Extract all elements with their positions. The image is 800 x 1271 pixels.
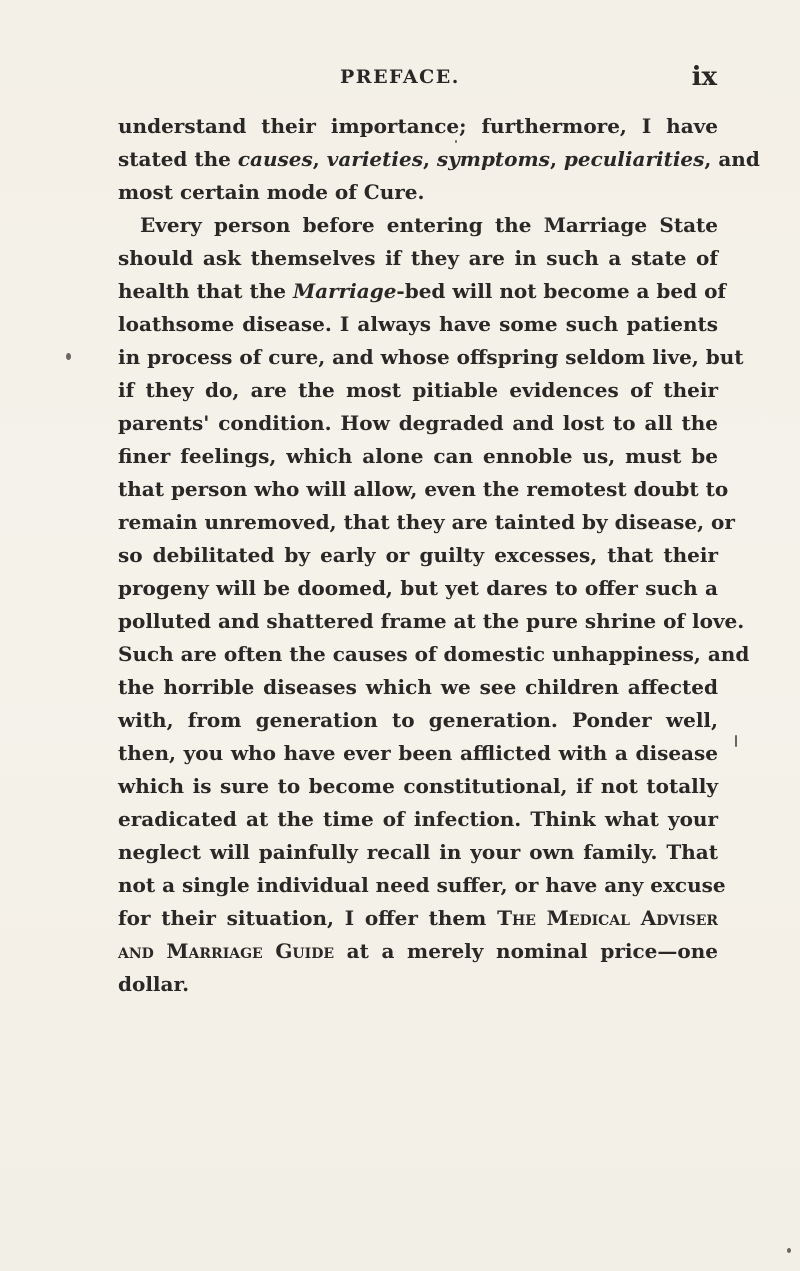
text-line: which is sure to become constitutional, if not totally [118,774,718,798]
paper-speck [735,735,737,747]
text-line: not a single individual need suffer, or have any excuse [118,873,726,897]
paper-speck [787,1248,791,1253]
running-head [118,62,718,102]
text-line: should ask themselves if they are in such a state of [118,246,718,270]
text-line: understand their importance; furthermore, I have [118,114,718,138]
text-line: most certain mode of Cure. [118,180,425,204]
text-line: progeny will be doomed, but yet dares to offer such a [118,576,718,600]
text-line: and Marriage Guide at a merely nominal price—one [118,939,719,963]
text-line: remain unremoved, that they are tainted by disease, or [118,510,735,534]
text-line: that person who will allow, even the remotest doubt to [118,477,729,501]
text-line: eradicated at the time of infection. Think what your [118,807,718,831]
paper-speck [66,353,71,360]
page-number: ix [691,62,717,92]
text-line: parents' condition. How degraded and lost to all the [118,411,718,435]
italic-term: Marriage [292,279,397,303]
text-line: with, from generation to generation. Ponder well, [118,708,718,732]
book-title: Marriage Guide [166,939,335,963]
text-line: finer feelings, which alone can ennoble us, must be [118,444,718,468]
text-line: Every person before entering the Marriage State [140,213,718,237]
text-line: so debilitated by early or guilty excesses, that their [118,543,718,567]
text-line: stated the causes, varieties, symptoms, peculiarities, and [118,147,760,171]
italic-term: peculiarities [563,147,705,171]
text-line: if they do, are the most pitiable evidences of their [118,378,718,402]
text-line: for their situation, I offer them The Medical Adviser [118,906,718,930]
text-line: health that the Marriage-bed will not become a bed of [118,279,727,303]
text-line: the horrible diseases which we see children affected [118,675,718,699]
italic-term: causes [237,147,313,171]
text-line: then, you who have ever been afflicted with a disease [118,741,718,765]
text-line: neglect will painfully recall in your own family. That [118,840,718,864]
italic-term: varieties [326,147,423,171]
book-title: The Medical Adviser [497,906,718,930]
text-line: dollar. [118,972,190,996]
italic-term: symptoms [436,147,550,171]
text-line: loathsome disease. I always have some such patients [118,312,718,336]
text-line: in process of cure, and whose offspring seldom live, but [118,345,744,369]
paper-speck [455,140,457,143]
text-line: polluted and shattered frame at the pure shrine of love. [118,609,745,633]
text-line: Such are often the causes of domestic unhappiness, and [118,642,750,666]
body-text [118,110,760,1001]
running-title: PREFACE. [340,66,460,88]
